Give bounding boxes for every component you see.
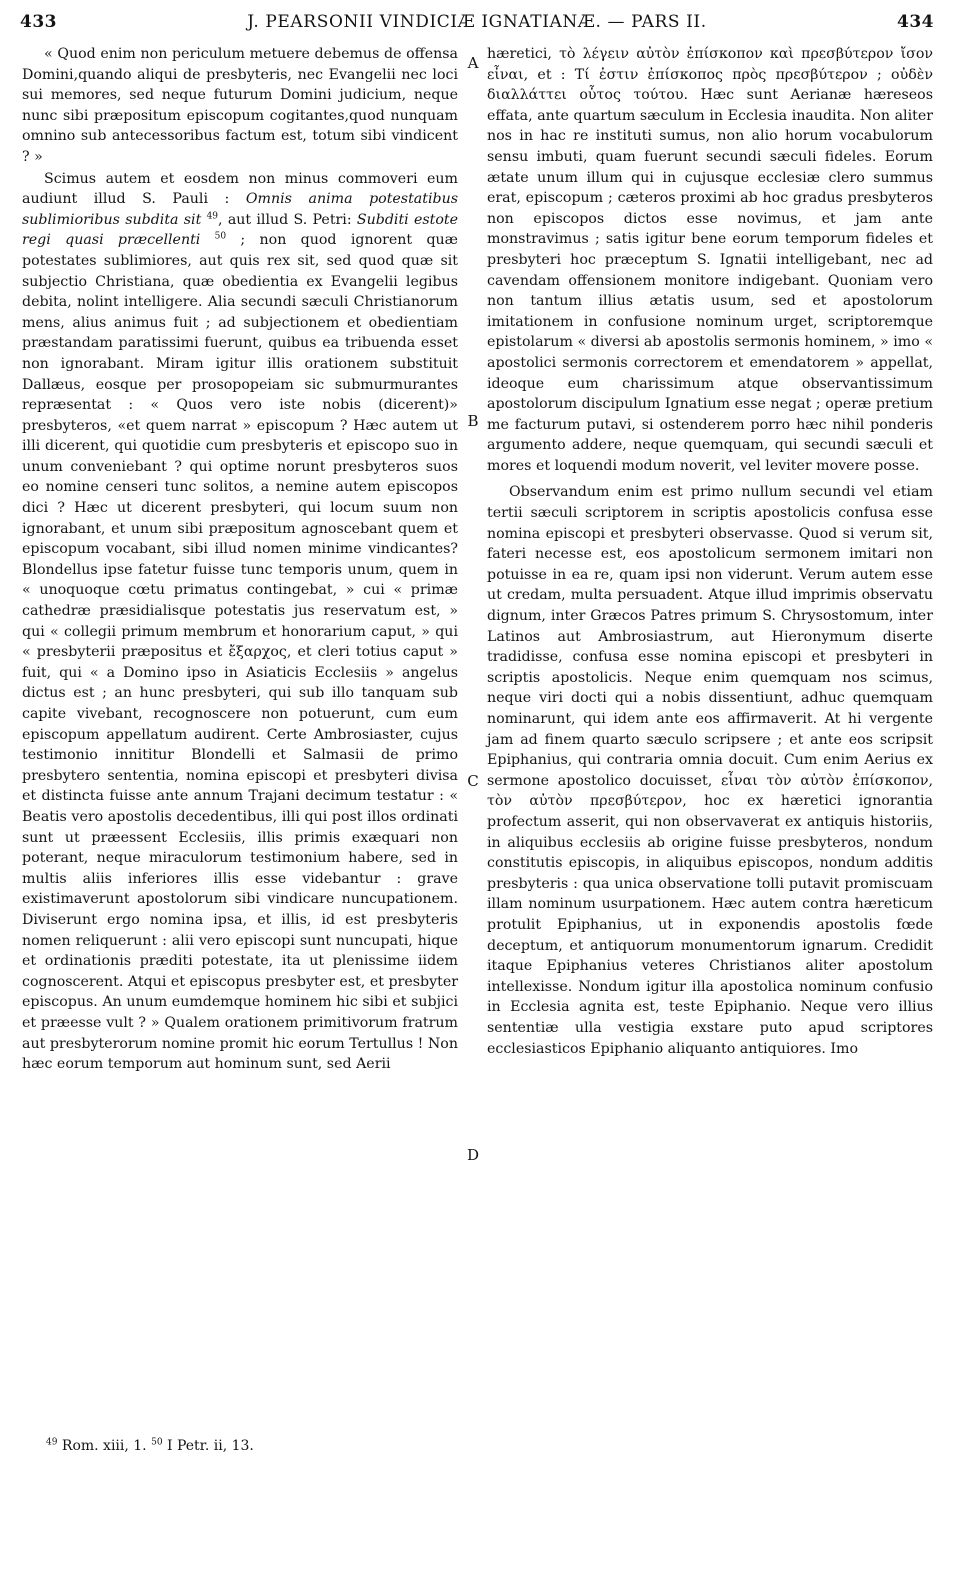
running-header <box>0 0 954 40</box>
right-paragraph-1: hæretici, τὸ λέγειν αὐτὸν ἐπίσκοπον καὶ πρεσβύτερον ἴσον εἶναι, et : Τί ἐστιν ἐπίσκοπος πρὸς πρεσβύτερον ; οὐδὲν διαλλάττει οὗτος τούτου. Hæc sunt Aerianæ hæreseos effata, ante quartum sæculum in Ecclesia inaudita. Non aliter nos in hac re instituti sumus, non alio horum vocabulorum sensu imbuti, quam fuerunt secundi sæculi fideles. Eorum ætate unum illum qui in cujusque ecclesiæ clero summus erat, episcopum ; cæteros proximi ab hoc gradus presbyteros non episcopos dictos esse novimus, et jam ante monstravimus ; satis igitur bene eorum temporum fideles et presbyteri hoc præceptum S. Ignatii intelligebant, nec ad cavendam offensionem monitore indigebant. Quoniam vero non tantum illius ætatis usum, sed et apostolorum imitationem in confusione nominum urget, scriptoremque epistolarum « diversi ab apostolis sermonis hominem, » imo « apostolici sermonis correctorem et emendatorem » appellat, ideoque eum charissimum atque observantissimum apostolorum discipulum Ignatium esse negat ; operæ pretium me facturum putavi, si ostenderem porro hæc nihil ponderis argumento addere, neque quemquam, qui secundi sæculi et mores et loquendi modum noverit, vel leviter movere posse. <box>487 46 933 474</box>
footnote-ref-50: 50 <box>214 231 227 242</box>
footnote-number-49: 49 <box>46 1437 58 1448</box>
footnotes <box>46 1436 254 1456</box>
left-p2-text-c: ; non quod ignorent quæ potestates sublimiores, aut quis rex sit, sed quod quæ sit subjectio Christiana, quæ obedientia ex Evangelii legibus debita, nolint intelligere. Alia secundi sæculi Christianorum mens, alius animus fuit ; ad subjectionem et obedientiam præstandam paratissimi fuerunt, quibus ea tribuenda esset non ignorabant. Miram igitur illis orationem substituit Dallæus, eosque per prosopopeiam sic submurmurantes repræsentat : « Quos vero iste nobis (dicerent)» presbyteros, «et quem narrat » episcopum ? Hæc autem ut illi dicerent, qui quotidie cum presbyteris et episcopo suo in unum conveniebant ? qui optime norunt presbyteros suos eo nomine censeri tunc solitos, a nemine autem episcopos dici ? Hæc ut dicerent presbyteri, qui locum suum non ignorabant, et unum sibi præpositum agnoscebant quem et episcopum vocabant, sibi illud nomen minime vindicantes? Blondellus ipse fatetur fuisse tunc temporis unum, quem in « unoquoque cœtu primatus contingebat, » cui « primæ cathedræ præsidialisque potestatis jus reservatum est, » qui « collegii primum membrum et honorarium caput, » qui « presbyterii præpositus et ἔξαρχος, et cleri totius caput » fuit, qui « a Domino ipso in Asiaticis Ecclesiis » angelus dictus est ; an hunc presbyteri, qui sub illo tanquam sub capite vivebant, recognoscere non potuerunt, cum eum episcopum appellatum audirent. Certe Ambrosiaster, cujus testimonio innititur Blondelli et Salmasii de primo presbytero sententia, nomina episcopi et presbyteri divisa et distincta fuisse ante annum Trajani decimum testatur : « Beatis vero apostolis decedentibus, illi qui post illos ordinati sunt ut præessent Ecclesiis, illis primis exæquari non poterant, neque miraculorum testimonium habere, sed in multis aliis inferiores illis esse videbantur : grave existimaverunt apostolorum sibi vindicare nuncupationem. Diviserunt ergo nomina ipsa, et illis, id est presbyteris nomen reliquerunt : alii vero episcopi sunt nuncupati, hique et ordinationis præditi potestate, ita ut plenissime iidem cognoscerent. Atqui et episcopus presbyter est, et presbyter episcopus. An unum eumdemque hominem hic sibi et subjici et præesse vult ? » Qualem orationem primitivorum fratrum aut presbyterorum nomine promit hic eorum Tertullus ! Non hæc eorum temporum aut hominum sunt, sed Aerii <box>22 232 459 1073</box>
left-paragraph-2 <box>22 169 458 1075</box>
margin-letter-c: C <box>467 772 479 790</box>
margin-letter-b: B <box>467 412 479 430</box>
petri-quote: Subditi estote regi quasi præcellenti <box>22 211 458 249</box>
right-column <box>487 44 933 1059</box>
footnote-text-50: I Petr. ii, 13. <box>162 1438 254 1454</box>
margin-letter-a: A <box>467 54 479 72</box>
margin-letter-d: D <box>466 1146 480 1164</box>
pauli-quote: Omnis anima potestatibus sublimioribus subdita sit <box>22 191 458 228</box>
left-p2-text-a: Scimus autem et eosdem non minus commoveri eum audiunt illud S. Pauli : <box>22 170 458 208</box>
right-paragraph-2: Observandum enim est primo nullum secundi vel etiam tertii sæculi scriptorem in scriptis apostolicis confusa esse nomina episcopi et presbyteri observasse. Quod si verum sit, fateri necesse est, eos apostolicum sermonem imitari non potuisse in ea re, quam ipsi non viderunt. Verum autem esse ut credam, multa persuadent. Atque illud imprimis observatu dignum, inter Græcos Patres primum S. Chrysostomum, inter Latinos aut Ambrosiastrum, aut Hieronymum diserte tradidisse, confusa esse nomina episcopi et presbyteri in scriptis apostolicis. Neque enim quemquam nos scimus, neque viri docti qui a nobis dissentiunt, adhuc quemquam nominarunt, qui idem ante eos affirmaverit. At hi vergente jam ad finem quarto sæculo scripsere ; et ante eos scripsit Epiphanius, qui contraria omnia docuit. Cum enim Aerius ex sermone apostolico docuisset, εἶναι τὸν αὐτὸν ἐπίσκοπον, τὸν αὐτὸν πρεσβύτερον, hoc ex hæretici ignorantia profectum asserit, qui non observaverat ex antiquis historiis, in aliquibus ecclesiis ab origine fuisse presbyteros, nondum constitutis episcopis, in aliquibus episcopos, nondum additis presbyteris : qua unica observatione tolli putavit promiscuam illam nominum usurpationem. Hæc autem contra hæreticum protulit Epiphanius, ut in exponendis apostolis fœde deceptum, et antiquorum monumentorum ignarum. Credidit itaque Epiphanius veteres Christianos aliter apostolum intellexisse. Nondum igitur illa apostolica nominum confusio in Ecclesia agnita est, teste Epiphanio. Neque vero illius sententiæ ulla vestigia exstare puto apud scriptores ecclesiasticos Epiphanio aliquanto antiquiores. Imo <box>487 484 933 1057</box>
left-paragraph-1: « Quod enim non periculum metuere debemus de offensa Domini,quando aliqui de presbyteris, nec Evangelii nec loci sui memores, sed neque futurum Domini judicium, neque nunc sibi præpositum episcopum cogitantes,quod nunquam omnino sub antecessoribus factum est, totum sibi vindicent ? » <box>22 46 458 165</box>
footnote-ref-49: 49 <box>206 211 219 222</box>
left-p2-text-b: , aut illud S. Petri: <box>218 211 357 228</box>
footnote-number-50: 50 <box>151 1437 163 1448</box>
page-number-left: 433 <box>20 12 57 32</box>
left-column <box>22 44 458 1075</box>
running-title: J. PEARSONII VINDICIÆ IGNATIANÆ. — PARS II. <box>247 12 707 32</box>
page-number-right: 434 <box>897 12 934 32</box>
footnote-text-49: Rom. xiii, 1. <box>57 1438 152 1454</box>
